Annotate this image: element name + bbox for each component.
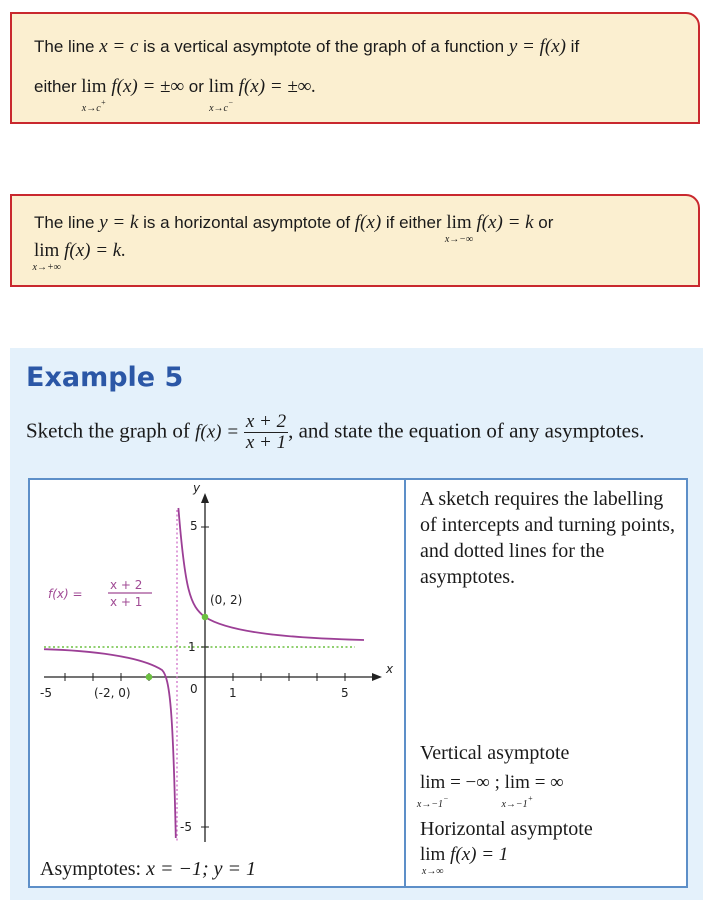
limit-subscript: x→∞: [421, 866, 444, 877]
answer-math: x = −1; y = 1: [146, 858, 257, 880]
text: The line: [34, 213, 100, 232]
lim-word: lim: [81, 76, 107, 97]
limit-right: [81, 76, 107, 114]
sup-minus: −: [227, 98, 234, 107]
text: is a horizontal asymptote of: [138, 213, 355, 232]
graph-sketch: [30, 480, 404, 886]
y-axis-label: y: [193, 481, 201, 495]
limit-right: [501, 772, 534, 810]
limit-subscript: x→+∞: [32, 262, 61, 273]
y-tick-label-minus5: -5: [180, 820, 192, 834]
answer-label: Asymptotes:: [40, 858, 147, 880]
math-y-eq-k: y = k: [99, 212, 139, 233]
example-statement: [26, 412, 666, 454]
text: or: [184, 77, 209, 96]
limit-subscript: [417, 794, 449, 810]
math-y-eq-fx: y = f(x): [508, 36, 566, 57]
y-tick-label-1: 1: [188, 640, 196, 654]
limit-infinity: [420, 844, 446, 877]
subscript-text: x→c: [81, 103, 101, 114]
x-intercept-point: [146, 674, 153, 681]
y-intercept-label: (0, 2): [210, 593, 243, 607]
sup-plus: +: [100, 98, 107, 107]
lim-word: lim: [420, 772, 446, 793]
horizontal-asymptote-limit: [420, 844, 509, 877]
limit-left: [208, 76, 234, 114]
origin-label: 0: [190, 682, 198, 696]
y-tick-label-5: 5: [190, 519, 198, 533]
example-title: Example 5: [26, 362, 184, 393]
curve-right-branch: [178, 508, 364, 640]
function-label-numerator: x + 2: [110, 578, 143, 592]
lim-word: lim: [446, 212, 472, 233]
math-x-eq-c: x = c: [99, 36, 139, 57]
subscript-text: x→−1: [416, 799, 444, 810]
fraction-denominator: x + 1: [245, 431, 287, 453]
notes-panel: [406, 478, 688, 888]
fraction-numerator: x + 2: [245, 411, 287, 432]
limit-left: [416, 772, 449, 810]
text: if: [565, 37, 580, 56]
subscript-text: x→−1: [501, 799, 528, 810]
subscript-text: x→c: [209, 103, 228, 114]
x-tick-label-1: 1: [229, 686, 237, 700]
horizontal-asymptote-definition: [10, 194, 700, 287]
limit-subscript: [209, 98, 233, 115]
asymptotes-answer: [40, 858, 256, 881]
limit-value-right: = ∞: [529, 772, 564, 793]
limit-neg-inf: [444, 212, 474, 245]
sketch-note: A sketch requires the labelling of intercepts and turning points, and dotted lines for the asymptotes.: [420, 488, 675, 588]
definition-line-2: [34, 76, 317, 114]
y-intercept-point: [202, 614, 209, 621]
function-label: f(x) =: [48, 587, 83, 601]
text: if either: [381, 213, 447, 232]
definition-line-1: [34, 212, 554, 245]
limit-pos-inf: [32, 240, 61, 273]
vertical-asymptote-definition: [10, 12, 700, 124]
graph-panel: [28, 478, 406, 888]
math-fx-eq: f(x) =: [195, 421, 244, 443]
x-tick-label-5: 5: [341, 686, 349, 700]
x-axis-label: x: [386, 662, 394, 676]
limit-subscript: [82, 98, 106, 115]
text: Sketch the graph of: [26, 418, 196, 443]
math-limit-expr: f(x) = ±∞.: [233, 76, 317, 97]
y-axis-arrow: [201, 493, 209, 503]
lim-word: lim: [34, 240, 60, 261]
definition-line-1: [34, 36, 579, 59]
lim-word: lim: [420, 844, 446, 865]
function-label-denominator: x + 1: [110, 595, 143, 609]
text: The line: [34, 37, 100, 56]
math-limit-expr: f(x) = k.: [59, 240, 126, 261]
math-limit-expr: f(x) = ±∞: [106, 76, 185, 97]
x-tick-label-minus5: -5: [40, 686, 52, 700]
sup-minus: −: [443, 794, 449, 803]
sup-plus: +: [527, 794, 534, 803]
math-fx: f(x): [354, 212, 382, 233]
text: either: [34, 77, 82, 96]
limit-subscript: x→−∞: [444, 234, 474, 245]
lim-word: lim: [208, 76, 234, 97]
vertical-asymptote-title: Vertical asymptote: [420, 742, 570, 764]
text: or: [533, 213, 554, 232]
x-axis-arrow: [372, 673, 382, 681]
text: , and state the equation of any asymptotes.: [288, 418, 645, 443]
definition-line-2: [32, 240, 126, 273]
vertical-asymptote-limits: [416, 772, 564, 810]
lim-word: lim: [504, 772, 530, 793]
limit-value-left: = −∞ ;: [445, 772, 505, 793]
limit-subscript: [501, 794, 533, 810]
horizontal-asymptote-title: Horizontal asymptote: [420, 818, 593, 840]
x-intercept-label: (-2, 0): [94, 686, 131, 700]
example-section: [10, 348, 703, 900]
math-limit-expr: f(x) = k: [471, 212, 534, 233]
text: is a vertical asymptote of the graph of a function: [138, 37, 509, 56]
fraction: [244, 412, 288, 454]
limit-value: f(x) = 1: [445, 844, 509, 865]
